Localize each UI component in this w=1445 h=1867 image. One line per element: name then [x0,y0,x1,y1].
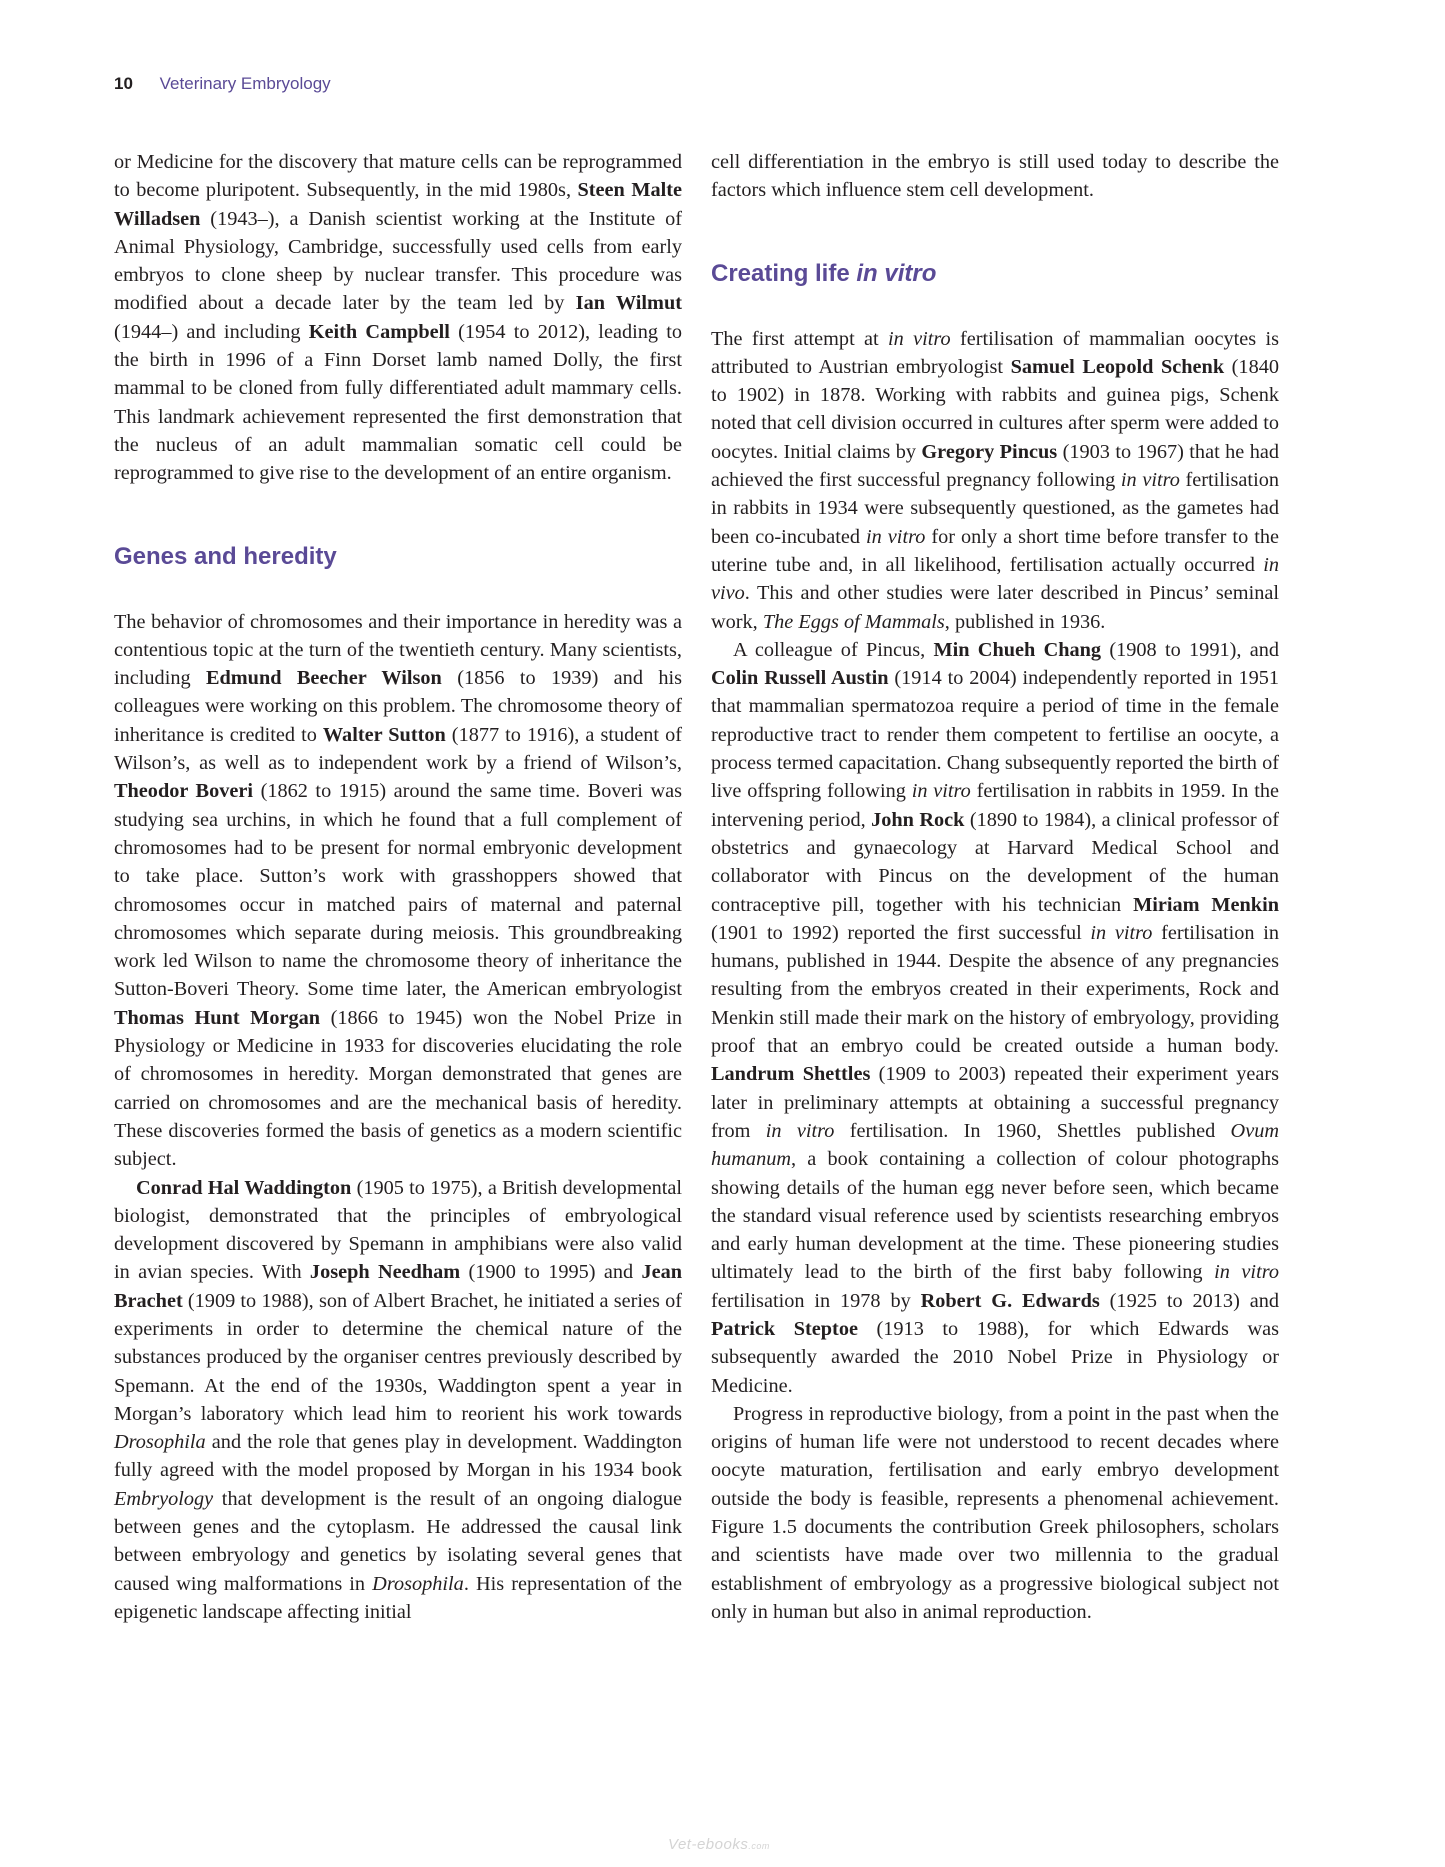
text-run: (1908 to 1991), and [1101,638,1280,661]
text-run: cell differentiation in the embryo is still used today to describe the factors which influence stem cell development. [711,151,1279,202]
text-run: (1900 to 1995) and [460,1261,642,1284]
bold-name: Edmund Beecher Wilson [205,667,442,690]
text-run: fertilisation in humans, published in 1944. Despite the absence of any pregnancies resulting from the embryos created in their experiments, Rock and Menkin still made their mark on the history of embryology, providing proof that an embryo could be created outside a human body. [711,921,1279,1058]
running-head [114,74,331,94]
bold-name: Colin Russell Austin [711,667,889,690]
italic-term: in vitro [1090,921,1153,944]
bold-name: Ian Wilmut [575,292,682,315]
left-column [114,148,682,1626]
text-run: (1901 to 1992) reported the first successful [711,921,1091,944]
text-run: (1840 to 1902) in 1878. Working with rabbits and guinea pigs, Schenk noted that cell division occurred in cultures after sperm were added to oocytes. Initial claims by [711,355,1279,463]
italic-term: in vitro [765,1119,835,1142]
bold-name: Steen Malte Willadsen [114,179,682,230]
bold-name: Gregory Pincus [921,440,1058,463]
bold-name: Keith Campbell [308,320,450,343]
right-paragraph-4 [711,1400,1279,1626]
italic-term: in vivo [711,553,1279,605]
text-run: Progress in reproductive biology, from a point in the past when the origins of human life were not understood to recent decades where oocyte maturation, fertilisation and early embryo development outside the body is feasible, represents a phenomenal achievement. Figure 1.5 documents the contribution Greek philosophers, scholars and scientists have made over two millennia to the gradual establishment of embryology as a progressive biological subject not only in human but also in animal reproduction. [711,1402,1279,1623]
text-run: (1866 to 1945) won the Nobel Prize in Physiology or Medicine in 1933 for discoveries elucidating the role of chromosomes in heredity. Morgan demonstrated that genes are carried on chromosomes and are the mechanical basis of heredity. These discoveries formed the basis of genetics as a modern scientific subject. [114,1006,683,1171]
text-run: A colleague of Pincus, [733,638,934,661]
bold-name: John Rock [871,808,965,831]
text-run: (1914 to 2004) independently reported in 1951 that mammalian spermatozoa require a period of time in the female reproductive tract to render them competent to fertilise an oocyte, a process termed capacitation. Chang subsequently reported the birth of live offspring following [711,667,1280,803]
italic-term: in vitro [1214,1261,1279,1284]
italic-term: in vitro [911,780,971,803]
italic-term: in vitro [888,327,951,350]
right-paragraph-2 [711,325,1279,636]
text-run: that development is the result of an ongoing dialogue between genes and the cytoplasm. He addressed the causal link between embryology and genetics by isolating several genes that caused wing malformations in [114,1487,682,1595]
page-number: 10 [114,74,133,93]
text-run: Creating life [711,259,857,287]
text-run: fertilisation in rabbits in 1934 were subsequently questioned, as the gametes had been co-incubated [711,469,1279,548]
text-run: (1905 to 1975), a British developmental biologist, demonstrated that the principles of embryological development discovered by Spemann in amphibians were also valid in avian species. With [114,1176,683,1284]
section-heading-genes: Genes and heredity [114,542,337,570]
text-run: (1862 to 1915) around the same time. Boveri was studying sea urchins, in which he found that a full complement of chromosomes had to be present for normal embryonic development to take place. Sutton’s work with grasshoppers showed that chromosomes occur in matched pairs of maternal and paternal chromosomes which separate during meiosis. This groundbreaking work led Wilson to name the chromosome theory of inheritance the Sutton-Boveri Theory. Some time later, the American embryologist [114,780,682,1001]
italic-term: Ovum humanum [711,1119,1279,1171]
book-title: Veterinary Embryology [159,74,331,93]
text-run: . His representation of the epigenetic landscape affecting initial [114,1572,682,1623]
text-run: (1877 to 1916), a student of Wilson’s, as well as to independent work by a friend of Wilson’s, [114,723,683,775]
right-column [711,148,1279,1626]
text-run: , a book containing a collection of colour photographs showing details of the human egg never before seen, which became the standard visual reference used by scientists researching embryos and early human development at the time. These pioneering studies ultimately lead to the birth of the first baby following [711,1148,1279,1284]
bold-name: Robert G. Edwards [920,1289,1100,1312]
text-run: The first attempt at [711,327,889,350]
bold-name: Joseph Needham [309,1261,461,1284]
text-run: fertilisation of mammalian oocytes is attributed to Austrian embryologist [711,327,1279,378]
left-paragraph-2 [114,608,682,1174]
italic-term: Embryology [114,1487,214,1510]
text-run: or Medicine for the discovery that mature cells can be reprogrammed to become pluripotent. Subsequently, in the mid 1980s, [114,151,682,202]
text-run: The behavior of chromosomes and their importance in heredity was a contentious topic at the turn of the twentieth century. Many scientists, including [114,610,682,690]
text-run: (1890 to 1984), a clinical professor of obstetrics and gynaecology at Harvard Medical School and collaborator with Pincus on the development of the human contraceptive pill, together with his technician [711,808,1279,916]
text-run: (1856 to 1939) and his colleagues were working on this problem. The chromosome theory of inheritance is credited to [114,667,682,746]
right-paragraph-1 [711,148,1279,205]
italic-term: The Eggs of Mammals [762,610,945,633]
bold-name: Conrad Hal Waddington [136,1176,352,1199]
text-run: (1909 to 2003) repeated their experiment years later in preliminary attempts at obtaining a successful pregnancy from [711,1063,1279,1142]
italic-term: Drosophila [372,1572,464,1595]
bold-name: Patrick Steptoe [711,1317,858,1340]
text-run: (1913 to 1988), for which Edwards was subsequently awarded the 2010 Nobel Prize in Physiology or Medicine. [711,1317,1279,1397]
text-run: fertilisation in 1978 by [711,1289,921,1312]
section-heading-in-vitro [711,259,1279,289]
text-run: (1943–), a Danish scientist working at the Institute of Animal Physiology, Cambridge, successfully used cells from early embryos to clone sheep by nuclear transfer. This procedure was modified about a decade later by the team led by [114,207,682,315]
bold-name: Miriam Menkin [1133,893,1279,916]
text-run: fertilisation. In 1960, Shettles published [834,1119,1231,1142]
bold-name: Thomas Hunt Morgan [114,1006,321,1029]
bold-name: Samuel Leopold Schenk [1010,355,1225,378]
bold-name: Landrum Shettles [711,1063,871,1086]
text-run: . This and other studies were later described in Pincus’ seminal work, [711,582,1279,633]
bold-name: Theodor Boveri [114,780,254,803]
right-paragraph-3 [711,636,1279,1400]
text-run: (1903 to 1967) that he had achieved the first successful pregnancy following [711,440,1279,492]
text-run: and the role that genes play in development. Waddington fully agreed with the model proposed by Morgan in his 1934 book [114,1431,682,1482]
left-paragraph-3 [114,1174,682,1627]
text-run: fertilisation in rabbits in 1959. In the intervening period, [711,780,1279,831]
text-run: , published in 1936. [944,610,1106,633]
watermark-main: Vet-ebooks [668,1836,749,1853]
text-run: (1954 to 2012), leading to the birth in 1996 of a Finn Dorset lamb named Dolly, the first mammal to be cloned from fully differentiated adult mammary cells. This landmark achievement represented the first demonstration that the nucleus of an adult mammalian somatic cell could be reprogrammed to give rise to the development of an entire organism. [114,320,682,485]
italic-term: Drosophila [114,1431,206,1454]
italic-term: in vitro [856,259,937,287]
italic-term: in vitro [866,525,926,548]
text-run: for only a short time before transfer to the uterine tube and, in all likelihood, fertilisation actually occurred [711,525,1279,576]
left-paragraph-1 [114,148,682,488]
watermark-suffix: .com [748,1841,770,1851]
bold-name: Jean Brachet [114,1261,682,1312]
text-run: (1925 to 2013) and [1099,1289,1279,1312]
text-run: (1909 to 1988), son of Albert Brachet, he initiated a series of experiments in order to determine the chemical nature of the substances produced by the organiser centres previously described by Spemann. At the end of the 1930s, Waddington spent a year in Morgan’s laboratory which lead him to reorient his work towards [114,1289,682,1425]
italic-term: in vitro [1120,469,1180,492]
bold-name: Min Chueh Chang [933,638,1102,661]
text-run: (1944–) and including [114,320,309,343]
watermark [668,1836,770,1853]
bold-name: Walter Sutton [322,723,446,746]
